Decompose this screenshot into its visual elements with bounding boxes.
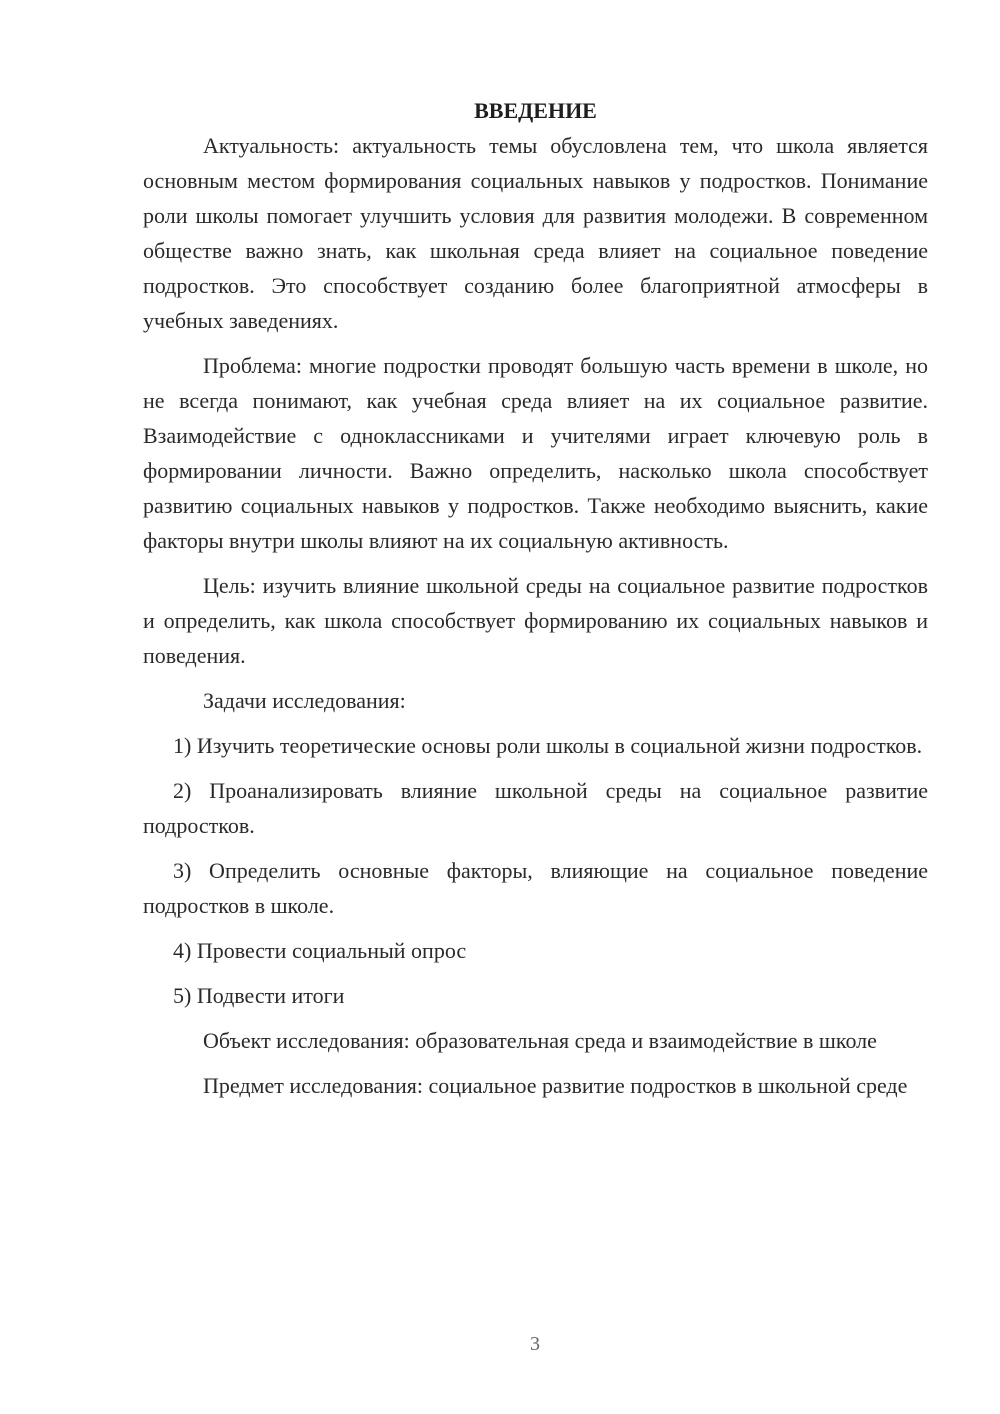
goal-paragraph: Цель: изучить влияние школьной среды на социальное развитие подростков и определить, как школа способствует формированию их социальных навыков и поведения. (143, 573, 928, 668)
task-item-3: 3) Определить основные факторы, влияющие на социальное поведение подростков в школе. (143, 858, 928, 918)
document-body (143, 93, 928, 1103)
research-object-paragraph: Объект исследования: образовательная среда и взаимодействие в школе (203, 1028, 877, 1053)
task-item-1: 1) Изучить теоретические основы роли школы в социальной жизни подростков. (173, 733, 923, 758)
relevance-paragraph: Актуальность: актуальность темы обусловлена тем, что школа является основным местом формирования социальных навыков у подростков. Понимание роли школы помогает улучшить условия для развития молодежи. В современном обществе важно знать, как школьная среда влияет на социальное поведение подростков. Это способствует созданию более благоприятной атмосферы в учебных заведениях. (143, 133, 928, 333)
task-item-5: 5) Подвести итоги (173, 983, 345, 1008)
tasks-heading: Задачи исследования: (203, 688, 406, 713)
problem-paragraph: Проблема: многие подростки проводят большую часть времени в школе, но не всегда понимают, как учебная среда влияет на их социальное развитие. Взаимодействие с одноклассниками и учителями играет ключевую роль в формировании личности. Важно определить, насколько школа способствует развитию социальных навыков у подростков. Также необходимо выяснить, какие факторы внутри школы влияют на их социальную активность. (143, 353, 928, 553)
research-subject-paragraph: Предмет исследования: социальное развитие подростков в школьной среде (203, 1073, 908, 1098)
task-item-4: 4) Провести социальный опрос (173, 938, 467, 963)
page-title: ВВЕДЕНИЕ (474, 98, 597, 123)
task-item-2: 2) Проанализировать влияние школьной среды на социальное развитие подростков. (143, 778, 928, 838)
page-number: 3 (530, 1333, 540, 1355)
